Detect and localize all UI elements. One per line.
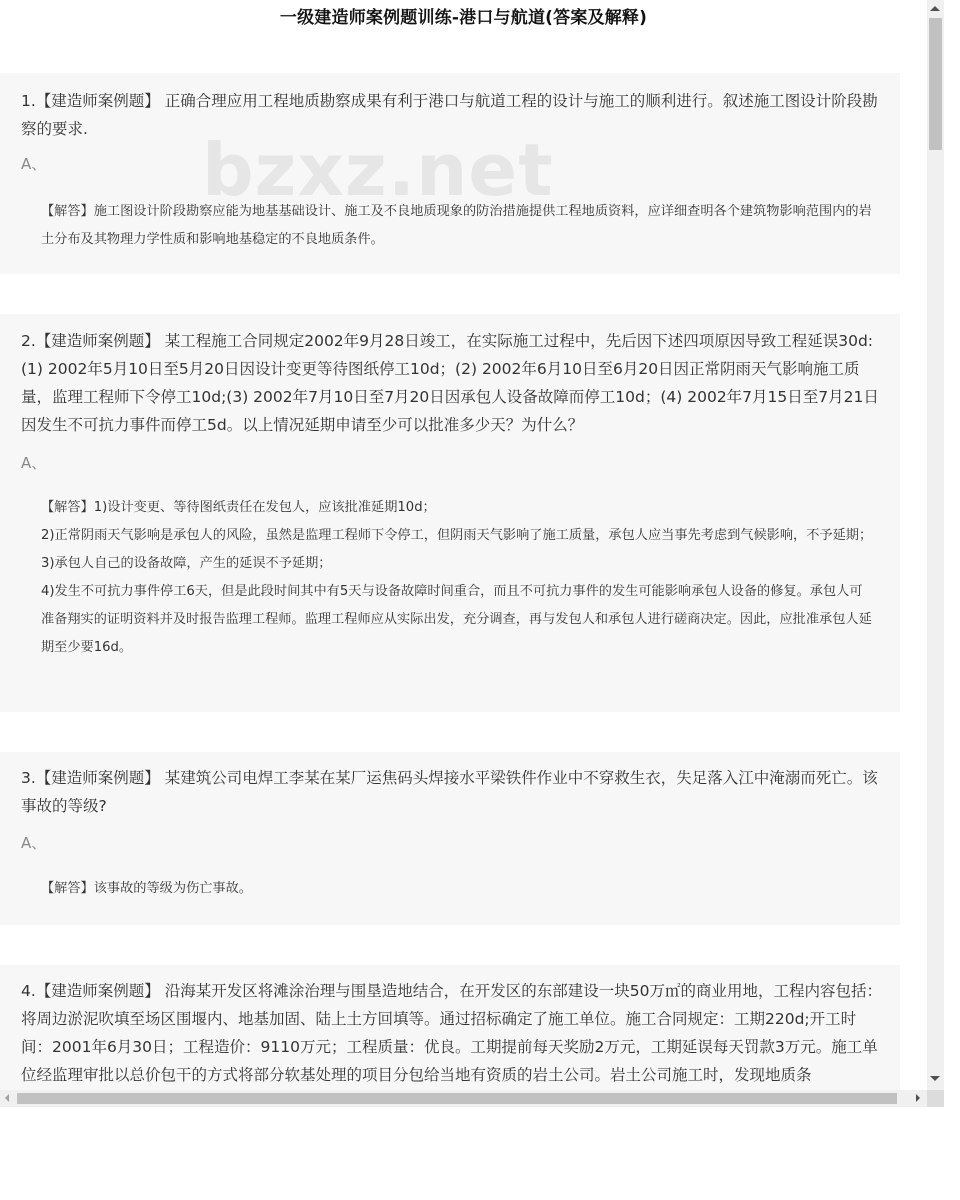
scrollbar-corner — [927, 1090, 944, 1107]
answer-option[interactable]: A、 — [21, 155, 47, 173]
question-text: 4.【建造师案例题】 沿海某开发区将滩涂治理与围垦造地结合，在开发区的东部建设一块50万㎡的商业用地，工程内容包括：将周边淤泥吹填至场区围堰内、地基加固、陆上土方回填等。通过招标确定了施工单位。施工合同规定：工期220d;开工时间：2001年6月30日；工程造价：9110万元；工程质量：优良。工期提前每天奖励2万元，工期延误每天罚款3万元。施工单位经监理审批以总价包干的方式将部分软基处理的项目分包给当地有资质的岩土公司。岩土公司施工时，发现地质条 — [21, 982, 882, 1084]
answer-line: 4)发生不可抗力事件停工6天，但是此段时间其中有5天与设备故障时间重合，而且不可抗力事件的发生可能影响承包人设备的修复。承包人可准备翔实的证明资料并及时报告监理工程师。监理工程师应从实际出发，充分调查，再与发包人和承包人进行磋商决定。因此，应批准承包人延期至少要16d。 — [41, 584, 872, 655]
answer-option[interactable]: A、 — [21, 454, 47, 472]
horizontal-scrollbar[interactable] — [0, 1090, 927, 1107]
scroll-right-arrow-icon[interactable] — [916, 1094, 920, 1102]
scroll-down-arrow-icon[interactable] — [930, 1076, 940, 1081]
answer-line: 【解答】1)设计变更、等待图纸责任在发包人，应该批准延期10d； — [41, 500, 436, 515]
horizontal-scroll-thumb[interactable] — [17, 1093, 897, 1104]
question-text: 2.【建造师案例题】 某工程施工合同规定2002年9月28日竣工，在实际施工过程中，先后因下述四项原因导致工程延误30d:(1) 2002年5月10日至5月20日因设计变更等待图纸停工10d；(2) 2002年6月10日至6月20日因正常阴雨天气影响施工质量，监理工程师下令停工10d;(3) 2002年7月10日至7月20日因承包人设备故障而停工10d；(4) 2002年7月15日至7月21日因发生不可抗力事件而停工5d。以上情况延期申请至少可以批准多少天？为什么？ — [21, 332, 879, 434]
question-text: 1.【建造师案例题】 正确合理应用工程地质勘察成果有利于港口与航道工程的设计与施工的顺利进行。叙述施工图设计阶段勘察的要求. — [21, 92, 878, 138]
answer-explanation — [41, 875, 873, 903]
scroll-up-arrow-icon[interactable] — [930, 6, 940, 11]
answer-explanation — [41, 494, 873, 662]
answer-option[interactable]: A、 — [21, 834, 47, 852]
scroll-left-arrow-icon[interactable] — [5, 1094, 9, 1102]
vertical-scroll-thumb[interactable] — [929, 18, 942, 150]
answer-line: 3)承包人自己的设备故障，产生的延误不予延期； — [41, 556, 332, 571]
page-title: 一级建造师案例题训练-港口与航道(答案及解释) — [279, 8, 648, 28]
answer-line: 2)正常阴雨天气影响是承包人的风险，虽然是监理工程师下令停工，但阴雨天气影响了施工质量，承包人应当事先考虑到气候影响，不予延期； — [41, 528, 873, 543]
question-card-3 — [0, 752, 900, 925]
question-text: 3.【建造师案例题】 某建筑公司电焊工李某在某厂运焦码头焊接水平梁铁件作业中不穿救生衣，失足落入江中淹溺而死亡。该事故的等级? — [21, 769, 878, 815]
answer-line: 【解答】施工图设计阶段勘察应能为地基基础设计、施工及不良地质现象的防治措施提供工程地质资料，应详细查明各个建筑物影响范围内的岩土分布及其物理力学性质和影响地基稳定的不良地质条件。 — [41, 204, 872, 247]
answer-line: 【解答】该事故的等级为伤亡事故。 — [41, 881, 252, 896]
watermark-logo: bzxz.net — [202, 128, 554, 212]
vertical-scrollbar[interactable] — [927, 0, 944, 1090]
question-card-2 — [0, 314, 900, 712]
question-card-4 — [0, 965, 900, 1090]
